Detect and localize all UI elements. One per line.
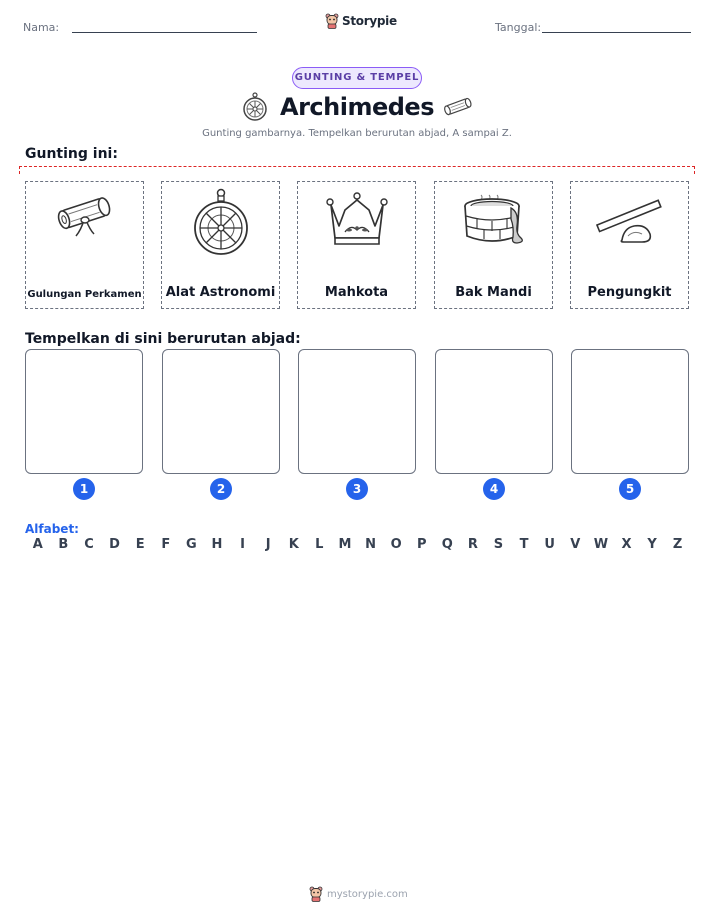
- lever-icon: [594, 192, 666, 248]
- cut-card-label: Bak Mandi: [455, 285, 532, 300]
- footer-url[interactable]: mystorypie.com: [327, 888, 408, 900]
- alphabet-letter: P: [416, 537, 427, 552]
- alphabet-letter: I: [240, 537, 245, 552]
- paste-slot-2[interactable]: [162, 349, 280, 474]
- alphabet-letter: K: [288, 537, 299, 552]
- brand-logo: [325, 13, 397, 29]
- cut-card-label: Mahkota: [324, 285, 389, 300]
- alphabet-title: Alfabet:: [25, 522, 79, 536]
- footer: [309, 886, 408, 902]
- alphabet-letter: L: [315, 537, 324, 552]
- alphabet-letter: A: [32, 537, 43, 552]
- slot-number-4: 4: [483, 478, 505, 500]
- alphabet-letter: X: [621, 537, 632, 552]
- name-line[interactable]: [72, 32, 257, 33]
- alphabet-row: [25, 537, 690, 552]
- alphabet-letter: S: [493, 537, 504, 552]
- cut-card-lever[interactable]: [570, 181, 689, 309]
- compass-icon: [241, 92, 269, 122]
- alphabet-letter: B: [58, 537, 69, 552]
- paste-slot-4[interactable]: [435, 349, 553, 474]
- alphabet-letter: F: [161, 537, 171, 552]
- cut-card-scroll[interactable]: [25, 181, 144, 309]
- cut-card-astrolabe[interactable]: [161, 181, 280, 309]
- cut-card-bathtub[interactable]: [434, 181, 553, 309]
- slot-number-1: 1: [73, 478, 95, 500]
- bathtub-icon: [459, 190, 529, 252]
- alphabet-letter: V: [570, 537, 581, 552]
- alphabet-letter: H: [211, 537, 223, 552]
- paste-slot-5[interactable]: [571, 349, 689, 474]
- alphabet-letter: R: [467, 537, 478, 552]
- paste-slot-1[interactable]: [25, 349, 143, 474]
- alphabet-letter: U: [544, 537, 555, 552]
- storypie-mascot-icon: [325, 13, 339, 29]
- scroll-icon: [442, 95, 474, 119]
- activity-badge: GUNTING & TEMPEL: [292, 67, 422, 89]
- cut-line-left: [19, 166, 20, 174]
- alphabet-letter: M: [338, 537, 352, 552]
- slot-number-5: 5: [619, 478, 641, 500]
- alphabet-letter: G: [186, 537, 197, 552]
- date-line[interactable]: [542, 32, 691, 33]
- slot-number-3: 3: [346, 478, 368, 500]
- storypie-mascot-icon: [309, 886, 323, 902]
- alphabet-letter: E: [135, 537, 145, 552]
- cut-line: [19, 166, 695, 167]
- alphabet-letter: Q: [441, 537, 453, 552]
- alphabet-letter: J: [265, 537, 271, 552]
- paste-section-heading: Tempelkan di sini berurutan abjad:: [25, 331, 301, 347]
- astrolabe-icon: [191, 188, 251, 262]
- name-label: Nama:: [23, 21, 60, 34]
- alphabet-letter: Y: [647, 537, 657, 552]
- cut-card-label: Gulungan Perkamen: [27, 289, 142, 300]
- crown-icon: [325, 192, 389, 252]
- alphabet-letter: T: [519, 537, 529, 552]
- slot-number-2: 2: [210, 478, 232, 500]
- alphabet-letter: W: [593, 537, 609, 552]
- alphabet-letter: O: [390, 537, 402, 552]
- scroll-icon: [50, 190, 120, 246]
- cut-line-right: [694, 166, 695, 174]
- brand-name: Storypie: [342, 14, 397, 28]
- cut-card-label: Pengungkit: [587, 285, 672, 300]
- instructions: Gunting gambarnya. Tempelkan berurutan abjad, A sampai Z.: [202, 128, 512, 139]
- paste-slot-3[interactable]: [298, 349, 416, 474]
- cut-section-heading: Gunting ini:: [25, 146, 118, 162]
- cut-card-label: Alat Astronomi: [165, 285, 276, 300]
- cut-card-crown[interactable]: [297, 181, 416, 309]
- date-label: Tanggal:: [495, 21, 542, 34]
- alphabet-letter: C: [84, 537, 94, 552]
- alphabet-letter: Z: [672, 537, 683, 552]
- alphabet-letter: D: [109, 537, 120, 552]
- alphabet-letter: N: [365, 537, 376, 552]
- page-title: Archimedes: [280, 93, 434, 121]
